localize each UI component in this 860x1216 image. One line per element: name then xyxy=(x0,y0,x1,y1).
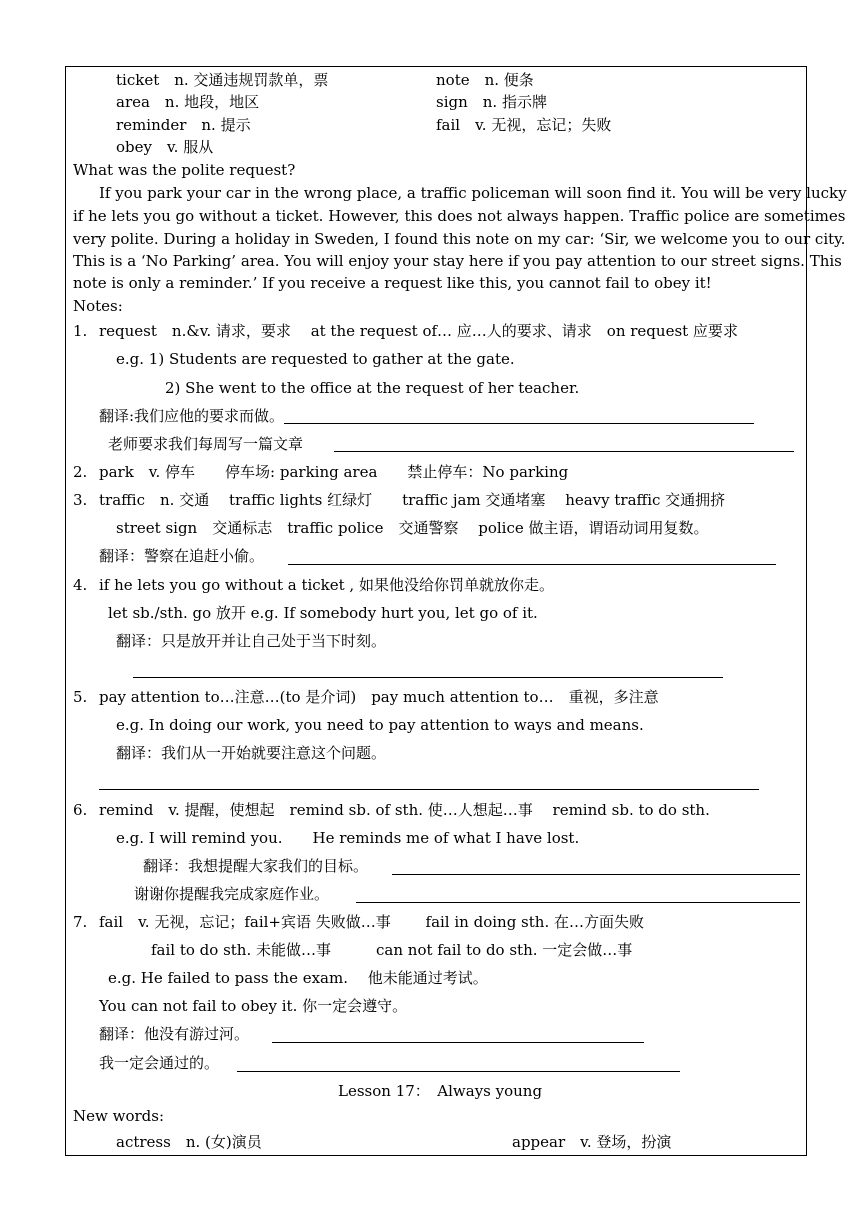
answer-blank[interactable] xyxy=(356,902,800,903)
note-number: 5. xyxy=(73,688,88,706)
note-number: 3. xyxy=(73,491,88,509)
note-7-example: e.g. He failed to pass the exam. 他未能通过考试。 xyxy=(108,969,488,987)
answer-blank[interactable] xyxy=(272,1042,644,1043)
note-7-sub: fail to do sth. 未能做…事 can not fail to do sth. 一定会做…事 xyxy=(151,941,633,959)
vocab-sign: sign n. 指示牌 xyxy=(436,93,547,111)
vocab-ticket: ticket n. 交通违规罚款单，票 xyxy=(116,71,329,89)
vocab-fail: fail v. 无视，忘记；失败 xyxy=(436,116,612,134)
note-5-main: pay attention to…注意…(to 是介词) pay much attention to… 重视，多注意 xyxy=(99,688,659,706)
passage-line: This is a ‘No Parking’ area. You will enjoy your stay here if you pay attention to our street signs. This xyxy=(73,252,842,270)
answer-blank[interactable] xyxy=(99,789,759,790)
answer-blank[interactable] xyxy=(284,423,754,424)
answer-blank[interactable] xyxy=(392,874,800,875)
vocab-area: area n. 地段，地区 xyxy=(116,93,260,111)
note-7-translation: 我一定会通过的。 xyxy=(99,1054,220,1072)
note-number: 6. xyxy=(73,801,88,819)
note-6-translation: 谢谢你提醒我完成家庭作业。 xyxy=(134,885,330,903)
note-2-main: park v. 停车 停车场: parking area 禁止停车：No parking xyxy=(99,463,569,481)
vocab-note: note n. 便条 xyxy=(436,71,534,89)
notes-heading: Notes: xyxy=(73,297,123,315)
note-1-example: e.g. 1) Students are requested to gather at the gate. xyxy=(116,350,515,368)
vocab-obey: obey v. 服从 xyxy=(116,138,214,156)
answer-blank[interactable] xyxy=(334,451,794,452)
vocab-reminder: reminder n. 提示 xyxy=(116,116,251,134)
note-6-main: remind v. 提醒，使想起 remind sb. of sth. 使…人想起…事 remind sb. to do sth. xyxy=(99,801,710,819)
note-1-translation: 老师要求我们每周写一篇文章 xyxy=(108,435,304,453)
passage-title: What was the polite request? xyxy=(73,161,296,179)
note-3-sub: street sign 交通标志 traffic police 交通警察 police 做主语，谓语动词用复数。 xyxy=(116,519,709,537)
note-7-example: You can not fail to obey it. 你一定会遵守。 xyxy=(99,997,408,1015)
new-words-heading: New words: xyxy=(73,1107,165,1125)
note-5-translation: 翻译：我们从一开始就要注意这个问题。 xyxy=(116,744,387,762)
note-number: 1. xyxy=(73,322,88,340)
vocab-appear: appear v. 登场，扮演 xyxy=(512,1133,672,1151)
passage-line: very polite. During a holiday in Sweden, I found this note on my car: ‘Sir, we welcome you to our city. xyxy=(73,230,846,248)
note-number: 2. xyxy=(73,463,88,481)
answer-blank[interactable] xyxy=(133,677,723,678)
note-number: 7. xyxy=(73,913,88,931)
note-1-main: request n.&v. 请求，要求 at the request of… 应…人的要求、请求 on request 应要求 xyxy=(99,322,738,340)
note-3-translation: 翻译：警察在追赶小偷。 xyxy=(99,547,265,565)
passage-line: if he lets you go without a ticket. However, this does not always happen. Traffic police are sometimes xyxy=(73,207,846,225)
note-4-main: if he lets you go without a ticket , 如果他没给你罚单就放你走。 xyxy=(99,576,554,594)
passage-line: note is only a reminder.’ If you receive a request like this, you cannot fail to obey it! xyxy=(73,274,712,292)
note-number: 4. xyxy=(73,576,88,594)
note-5-example: e.g. In doing our work, you need to pay attention to ways and means. xyxy=(116,716,644,734)
note-7-main: fail v. 无视，忘记；fail+宾语 失败做…事 fail in doing sth. 在…方面失败 xyxy=(99,913,644,931)
lesson-title: Lesson 17： Always young xyxy=(338,1082,543,1100)
answer-blank[interactable] xyxy=(237,1071,680,1072)
note-4-translation: 翻译：只是放开并让自己处于当下时刻。 xyxy=(116,632,387,650)
note-4-sub: let sb./sth. go 放开 e.g. If somebody hurt you, let go of it. xyxy=(108,604,538,622)
answer-blank[interactable] xyxy=(288,564,776,565)
note-3-main: traffic n. 交通 traffic lights 红绿灯 traffic jam 交通堵塞 heavy traffic 交通拥挤 xyxy=(99,491,726,509)
note-1-example: 2) She went to the office at the request of her teacher. xyxy=(165,379,580,397)
note-6-example: e.g. I will remind you. He reminds me of what I have lost. xyxy=(116,829,580,847)
vocab-actress: actress n. (女)演员 xyxy=(116,1133,262,1151)
note-7-translation: 翻译：他没有游过河。 xyxy=(99,1025,250,1043)
note-6-translation: 翻译：我想提醒大家我们的目标。 xyxy=(143,857,369,875)
passage-line: If you park your car in the wrong place, a traffic policeman will soon find it. You will be very lucky xyxy=(99,184,847,202)
note-1-translation: 翻译:我们应他的要求而做。 xyxy=(99,407,285,425)
